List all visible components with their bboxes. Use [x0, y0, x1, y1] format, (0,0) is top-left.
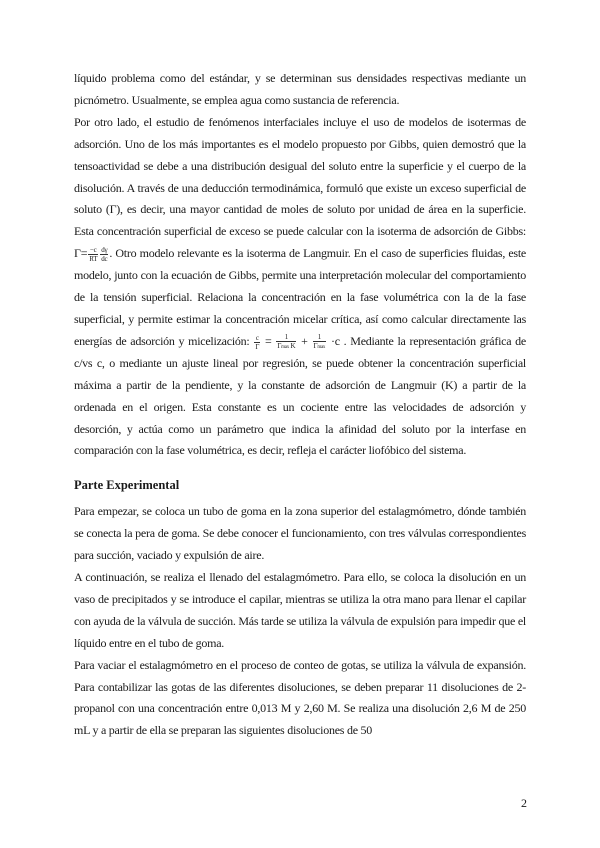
gibbs-fraction-2: $\frac{d\gamma}{dc}$: [101, 246, 108, 263]
paragraph-langmuir-fit-text: . Mediante la representación gráfica de c/vs c, o mediante un ajuste lineal por regresión, se puede obtener la concentración superficial máxima a partir de la pendiente, y la constante de adsorción de Langmuir (K) a partir de la ordenada en el origen. Esta constante es un cociente entre las velocidades de adsorción y desorción, y actúa como un parámetro que indica la afinidad del soluto por la interfase en comparación con la fase volumétrica, es decir, refleja el carácter liofóbico del sistema.: [74, 333, 526, 458]
langmuir-lhs-fraction: $\frac{c}{\Gamma}$: [255, 333, 260, 351]
langmuir-equals: =: [261, 333, 276, 348]
paragraph-filling: A continuación, se realiza el llenado del estalagmómetro. Para ello, se coloca la disolución en un vaso de precipitados y se introduce el capilar, mientras se utiliza la otra mano para llenar el capilar con ayuda de la válvula de succión. Más tarde se utiliza la válvula de expulsión para impedir que el líquido entre en el tubo de goma.: [74, 570, 526, 650]
text-column: [74, 68, 526, 742]
gibbs-fraction-1: $\frac{-c}{RT}$: [89, 246, 98, 263]
section-heading-experimental: Parte Experimental: [74, 478, 180, 493]
paragraph-adsorption-models: [74, 112, 526, 463]
paragraph-gibbs-text: Por otro lado, el estudio de fenómenos interfaciales incluye el uso de modelos de isotermas de adsorción. Uno de los más importantes es el modelo propuesto por Gibbs, quien demostró que la tensoactividad se debe a una distribución desigual del soluto entre la superficie y el cuerpo de la disolución. A través de una deducción termodinámica, formuló que existe un exceso superficial de soluto (Γ), es decir, una mayor cantidad de moles de soluto por unidad de área en la superficie. Esta concentración superficial de exceso se puede calcular con la isoterma de adsorción de Gibbs: Γ=: [74, 114, 526, 261]
langmuir-term2-fraction: $\frac{1}{\Gamma\max}$: [313, 332, 326, 350]
paragraph-drop-counting: Para vaciar el estalagmómetro en el proceso de conteo de gotas, se utiliza la válvula de expansión. Para contabilizar las gotas de las diferentes disoluciones, se deben preparar 11 disoluciones de 2-propanol con una concentración entre 0,013 M y 2,60 M. Se realiza una disolución 2,6 M de 250 mL y a partir de ella se preparan las siguientes disoluciones de 50: [74, 657, 526, 738]
langmuir-plus: +: [297, 333, 312, 348]
paragraph-intro-continuation: líquido problema como del estándar, y se determinan sus densidades respectivas mediante un picnómetro. Usualmente, se emplea agua como sustancia de referencia.: [74, 71, 526, 107]
langmuir-times-c: ·c: [327, 333, 340, 348]
paragraph-langmuir-text: . Otro modelo relevante es la isoterma de Langmuir. En el caso de superficies fluidas, este modelo, junto con la ecuación de Gibbs, permite una interpretación molecular del comportamiento de la tensión superficial. Relaciona la concentración en la fase volumétrica con la de la fase superficial, y permite estimar la concentración micelar crítica, así como calcular directamente las energías de adsorción y micelización:: [74, 246, 526, 348]
langmuir-term1-fraction: $\frac{1}{\text{Γmax K}}$: [277, 332, 296, 350]
page-number: 2: [521, 796, 527, 810]
paragraph-setup: Para empezar, se coloca un tubo de goma en la zona superior del estalagmómetro, dónde también se conecta la pera de goma. Se debe conocer el funcionamiento, con tres válvulas correspondientes para succión, vaciado y expulsión de aire.: [74, 504, 526, 563]
